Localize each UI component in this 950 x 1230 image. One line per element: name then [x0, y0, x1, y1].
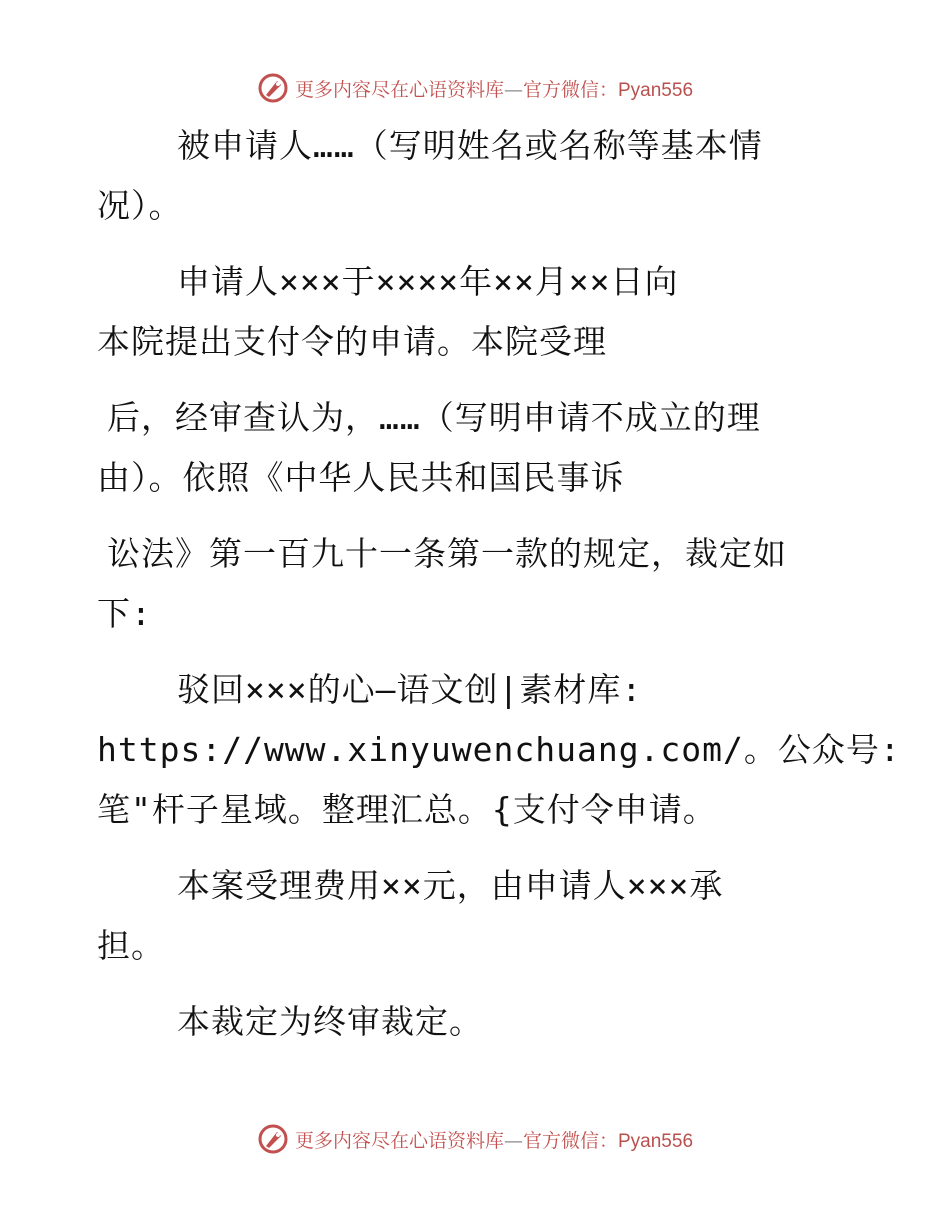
text-line: 笔"杆子星域。整理汇总。{支付令申请。	[97, 790, 717, 829]
text-line: 本案受理费用××元，由申请人×××承	[177, 866, 724, 905]
footer-wechat-id: Pyan556	[618, 1130, 694, 1152]
header-separator: —	[503, 78, 523, 101]
header-wechat-id: Pyan556	[618, 79, 694, 101]
document-body	[97, 116, 901, 1052]
paragraph-application	[97, 252, 837, 372]
text-line: 本院提出支付令的申请。本院受理	[97, 322, 607, 361]
page-footer-banner	[0, 1123, 950, 1155]
header-site-name: 更多内容尽在心语资料库	[294, 78, 504, 101]
text-line: 申请人×××于××××年××月××日向	[177, 262, 679, 301]
text-line: 被申请人……（写明姓名或名称等基本情	[177, 126, 763, 165]
text-line: 担。	[97, 926, 165, 965]
text-line: 驳回×××的心—语文创|素材库:	[177, 670, 643, 709]
text-line: 本裁定为终审裁定。	[177, 1002, 483, 1041]
paragraph-legal-basis	[97, 524, 837, 644]
paragraph-final	[97, 992, 837, 1052]
text-line: 由）。依照《中华人民共和国民事诉	[97, 458, 625, 497]
header-text	[295, 75, 693, 102]
text-line: 后，经审查认为，……（写明申请不成立的理	[107, 398, 761, 437]
paragraph-fee	[97, 856, 837, 976]
paragraph-respondent	[97, 116, 837, 236]
pen-nib-logo-icon	[257, 1123, 289, 1155]
text-line: 下:	[97, 594, 152, 633]
page-header-banner	[0, 72, 950, 104]
text-line: 况）。	[97, 186, 183, 225]
paragraph-ruling	[97, 660, 901, 840]
header-wechat-label: 官方微信：	[522, 78, 618, 101]
footer-site-name: 更多内容尽在心语资料库	[294, 1129, 504, 1152]
footer-wechat-label: 官方微信：	[522, 1129, 618, 1152]
pen-nib-logo-icon	[257, 72, 289, 104]
text-line-url: https://www.xinyuwenchuang.com/。公众号:	[97, 730, 901, 769]
paragraph-reason	[97, 388, 837, 508]
footer-separator: —	[503, 1129, 523, 1152]
footer-text	[295, 1126, 693, 1153]
text-line: 讼法》第一百九十一条第一款的规定，裁定如	[107, 534, 787, 573]
